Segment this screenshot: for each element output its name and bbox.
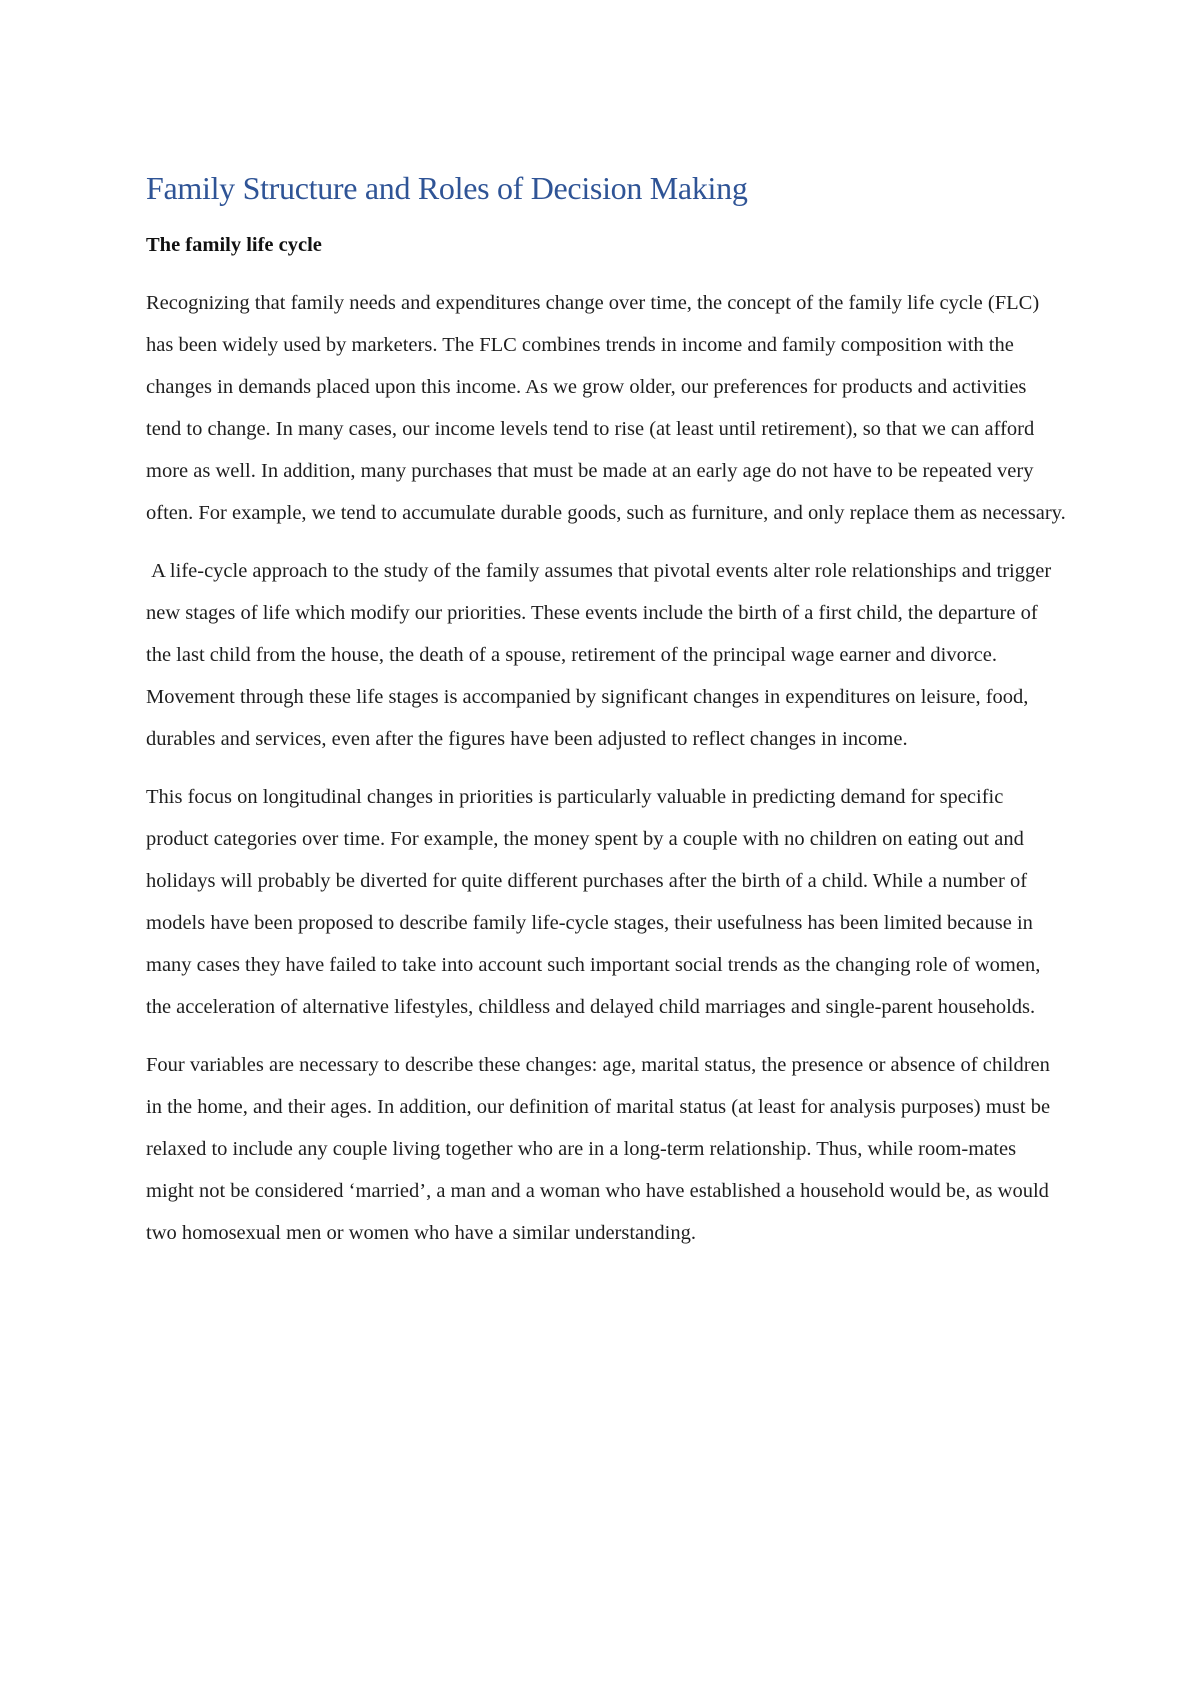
paragraph-1: Recognizing that family needs and expenditures change over time, the concept of the family life cycle (FLC) has been widely used by marketers. The FLC combines trends in income and family composition with the changes in demands placed upon this income. As we grow older, our preferences for products and activities tend to change. In many cases, our income levels tend to rise (at least until retirement), so that we can afford more as well. In addition, many purchases that must be made at an early age do not have to be repeated very often. For example, we tend to accumulate durable goods, such as furniture, and only replace them as necessary. <box>146 292 1066 524</box>
paragraph-2: A life-cycle approach to the study of the family assumes that pivotal events alter role relationships and trigger new stages of life which modify our priorities. These events include the birth of a first child, the departure of the last child from the house, the death of a spouse, retirement of the principal wage earner and divorce. Movement through these life stages is accompanied by significant changes in expenditures on leisure, food, durables and services, even after the figures have been adjusted to reflect changes in income. <box>146 560 1052 750</box>
document-title: Family Structure and Roles of Decision Making <box>146 170 748 206</box>
paragraph-3: This focus on longitudinal changes in priorities is particularly valuable in predicting demand for specific product categories over time. For example, the money spent by a couple with no children on eating out and holidays will probably be diverted for quite different purchases after the birth of a child. While a number of models have been proposed to describe family life-cycle stages, their usefulness has been limited because in many cases they have failed to take into account such important social trends as the changing role of women, the acceleration of alternative lifestyles, childless and delayed child marriages and single-parent households. <box>146 786 1041 1018</box>
section-heading: The family life cycle <box>146 234 322 256</box>
document-body <box>146 166 1066 1270</box>
paragraph-4: Four variables are necessary to describe these changes: age, marital status, the presence or absence of children in the home, and their ages. In addition, our definition of marital status (at least for analysis purposes) must be relaxed to include any couple living together who are in a long-term relationship. Thus, while room-mates might not be considered ‘married’, a man and a woman who have established a household would be, as would two homosexual men or women who have a similar understanding. <box>146 1054 1051 1244</box>
